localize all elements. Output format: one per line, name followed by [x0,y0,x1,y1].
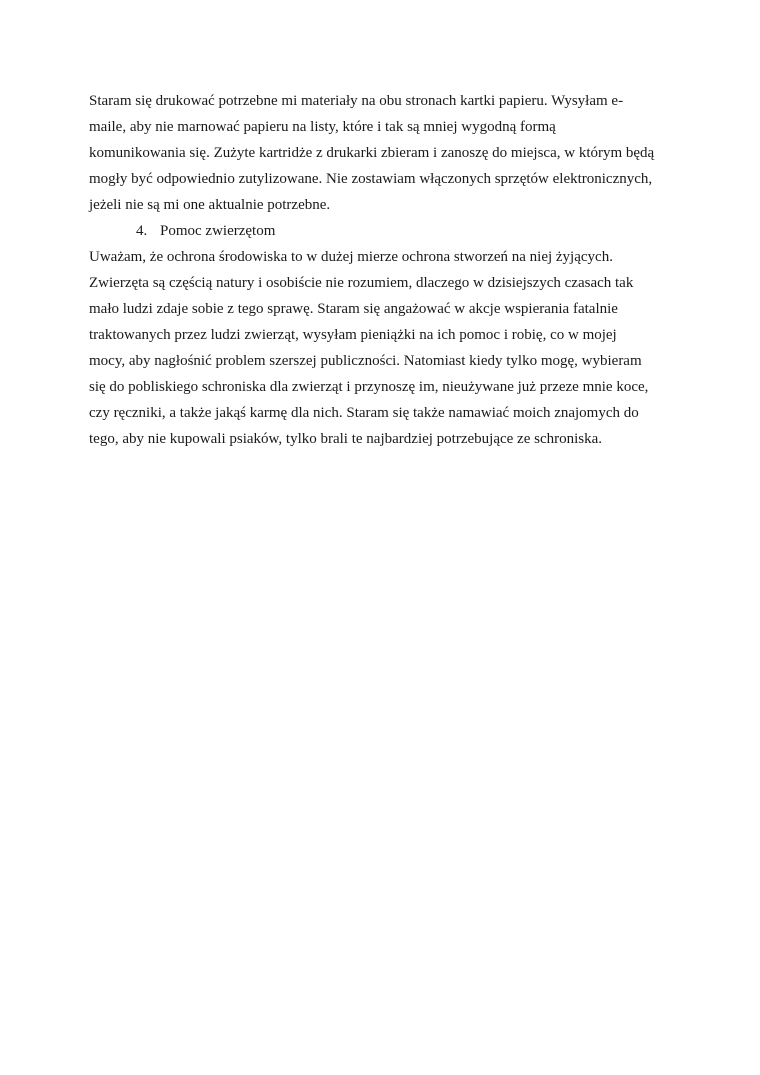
paragraph-line: mało ludzi zdaje sobie z tego sprawę. Staram się angażować w akcje wspierania fatalnie [89,301,618,317]
paragraph-line: Uważam, że ochrona środowiska to w dużej mierze ochrona stworzeń na niej żyjących. [89,249,613,265]
paragraph-line: Zwierzęta są częścią natury i osobiście nie rozumiem, dlaczego w dzisiejszych czasach tak [89,275,634,291]
paragraph-line: się do pobliskiego schroniska dla zwierząt i przynoszę im, nieużywane już przeze mnie koce, [89,379,649,395]
paragraph-line: jeżeli nie są mi one aktualnie potrzebne. [89,197,331,213]
paragraph-line: Staram się drukować potrzebne mi materiały na obu stronach kartki papieru. Wysyłam e- [89,93,624,109]
heading-line [89,222,689,240]
heading-title: Pomoc zwierzętom [160,223,276,239]
paragraph-line: maile, aby nie marnować papieru na listy, które i tak są mniej wygodną formą [89,119,556,135]
heading-number: 4. [136,223,148,239]
paragraph-line: tego, aby nie kupowali psiaków, tylko brali te najbardziej potrzebujące ze schroniska. [89,431,603,447]
paragraph-line: mogły być odpowiednio zutylizowane. Nie zostawiam włączonych sprzętów elektronicznych, [89,171,653,187]
paragraph-line: komunikowania się. Zużyte kartridże z drukarki zbieram i zanoszę do miejsca, w którym będą [89,145,655,161]
paragraph-line: traktowanych przez ludzi zwierząt, wysyłam pieniążki na ich pomoc i robię, co w mojej [89,327,617,343]
paragraph-line: mocy, aby nagłośnić problem szerszej publiczności. Natomiast kiedy tylko mogę, wybieram [89,353,642,369]
paragraph-line: czy ręczniki, a także jakąś karmę dla nich. Staram się także namawiać moich znajomych do [89,405,639,421]
